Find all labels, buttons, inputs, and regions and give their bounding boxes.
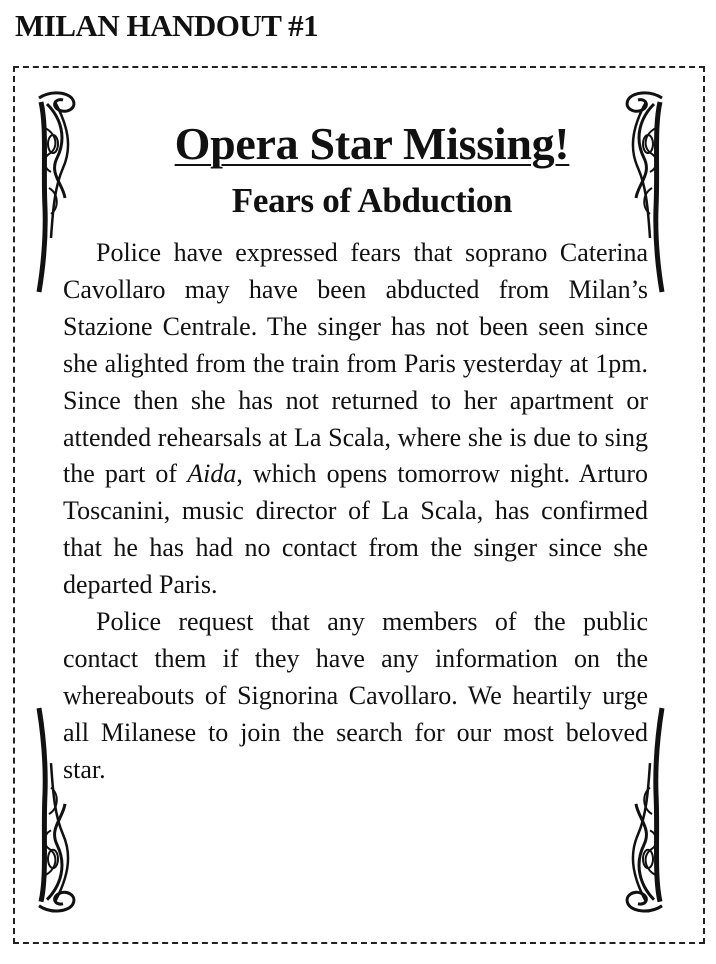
- handout-label: MILAN HANDOUT #1: [15, 8, 319, 43]
- article-headline: [100, 114, 644, 174]
- article-paragraph-2: Police request that any members of the public contact them if they have any information on the whereabouts of Signorina Cavollaro. We heartily urge all Milanese to join the search for our most beloved star.: [63, 607, 648, 784]
- paragraph-1-text-start: Police have expressed fears that soprano Caterina Cavollaro may have been abducted from Milan’s Stazione Centrale. The singer has not been seen since she alighted from the train from Paris yesterday at 1pm. Since then she has not returned to her apartment or attended rehearsals at La Scala, where she is due to sing the part of: [63, 238, 648, 489]
- article-body: [63, 235, 648, 789]
- opera-title-italic: Aida: [187, 459, 237, 489]
- article-paragraph-1: [63, 235, 648, 604]
- article-subheadline: Fears of Abduction: [231, 181, 513, 220]
- paragraph-1-text-end: , which opens tomorrow night. Arturo Toscanini, music director of La Scala, has confirmed that he has had no contact from the singer since she departed Paris.: [63, 459, 649, 600]
- headline-text: Opera Star Missing!: [174, 118, 570, 169]
